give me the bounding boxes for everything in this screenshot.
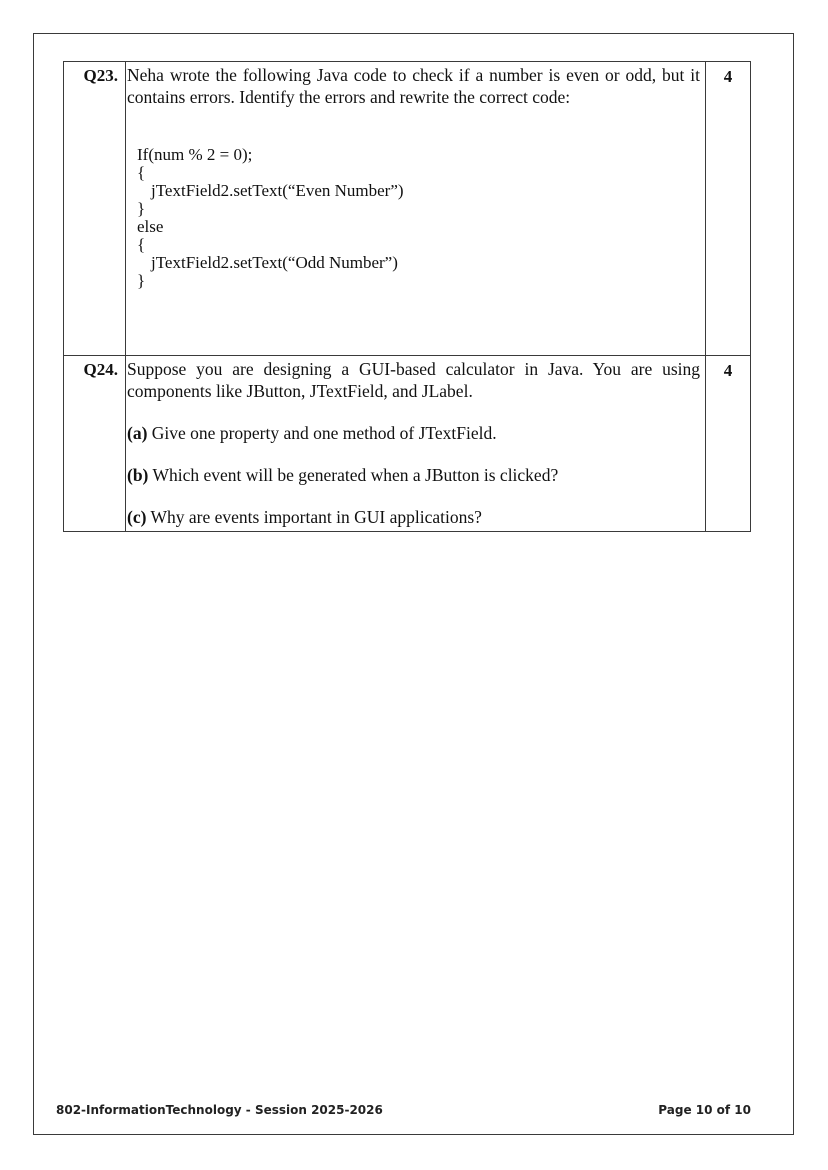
code-line: If(num % 2 = 0); (137, 145, 253, 164)
sub-question-label: (a) (127, 423, 148, 443)
code-line: } (137, 271, 146, 290)
question-text: Suppose you are designing a GUI-based calculator in Java. You are using components like JButton, JTextField, and JLabel. (127, 359, 700, 401)
code-line: else (137, 217, 164, 236)
question-row (64, 62, 751, 356)
question-marks: 4 (706, 356, 751, 532)
sub-question-c (127, 506, 700, 528)
question-table (63, 61, 751, 532)
footer-subject: 802-InformationTechnology - Session 2025-2026 (56, 1103, 383, 1117)
footer-page-number: Page 10 of 10 (658, 1103, 751, 1117)
question-number: Q23. (64, 62, 126, 356)
sub-question-text: Why are events important in GUI applications? (150, 507, 482, 527)
question-row (64, 356, 751, 532)
code-line: } (137, 199, 146, 218)
code-line: jTextField2.setText(“Even Number”) (151, 181, 404, 200)
sub-question-a (127, 422, 700, 444)
code-block (137, 146, 700, 290)
question-text: Neha wrote the following Java code to check if a number is even or odd, but it contains errors. Identify the errors and rewrite the correct code: (127, 65, 700, 107)
sub-question-b (127, 464, 700, 486)
code-line: { (137, 163, 146, 182)
sub-question-label: (c) (127, 507, 147, 527)
sub-question-label: (b) (127, 465, 149, 485)
question-number: Q24. (64, 356, 126, 532)
question-marks: 4 (706, 62, 751, 356)
question-body (126, 62, 706, 356)
sub-question-text: Give one property and one method of JTextField. (151, 423, 497, 443)
question-body (126, 356, 706, 532)
code-line: { (137, 235, 146, 254)
code-line: jTextField2.setText(“Odd Number”) (151, 253, 398, 272)
sub-question-text: Which event will be generated when a JButton is clicked? (152, 465, 559, 485)
